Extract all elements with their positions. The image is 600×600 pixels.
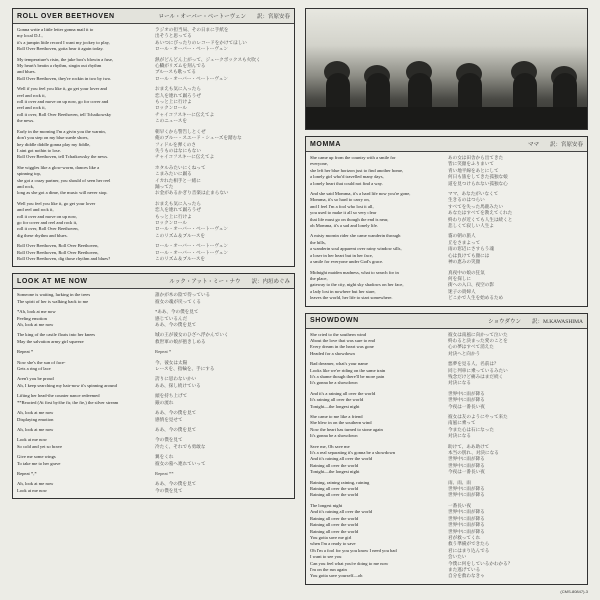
lyric-japanese: 皆に笑顔をふりまいて <box>448 161 494 167</box>
lyric-english: Ah, look at me now <box>17 426 54 432</box>
song-title: SHOWDOWN <box>310 317 359 325</box>
lyric-japanese: 彼女は友のようにやって来た <box>448 414 508 419</box>
lyric-english: Save me, Oh save me <box>310 443 350 449</box>
lyric-japanese: 心の夢はすべて消えた <box>448 344 494 350</box>
lyric-english: Give me some wings <box>17 454 56 460</box>
lyric-english: my local D.J., <box>17 33 43 39</box>
lyric-english: when I'm a ready to save <box>310 541 356 547</box>
lyric-english: and reel and rock it, <box>17 207 54 213</box>
lyric-english: Look at me now <box>17 437 47 443</box>
lyric-english: She cried to the southern wind <box>310 331 367 337</box>
lyric-japanese: もっと上に行けよ <box>155 99 192 105</box>
lyric-japanese: このリズム＆ブルースを <box>155 232 206 238</box>
lyric-japanese: 今僕に何をしているかわかる？ <box>448 560 513 566</box>
lyric-english: hey diddle diddle gonna play my fiddle, <box>17 141 91 147</box>
lyric-japanese: 青い地平線をあとにして <box>448 167 499 173</box>
lyric-japanese: 道を見つけられない孤独な心 <box>448 180 508 186</box>
lyric-japanese: 霧の朝の旅人 <box>448 233 476 239</box>
lyric-english: a lonely girl who'd travelled many days, <box>310 174 384 180</box>
lyric-japanese: 悪夢を見る人、名前は？ <box>448 361 499 367</box>
lyric-japanese: 世界中に雨が降る <box>448 515 485 521</box>
lyric-japanese: このニュースを <box>155 118 187 124</box>
lyric-english: It's gonna be a showdown <box>310 433 358 439</box>
lyric-japanese: 恋人を連れて踊ろうぜ <box>155 207 201 213</box>
lyric-english: And it's a raining all over the world <box>310 390 376 396</box>
lyric-english: the place, <box>310 275 328 281</box>
lyric-japanese: ロール・オーバー・ベートーヴェン <box>155 226 228 232</box>
lyric-english: Raining all over the world <box>310 522 359 528</box>
lyric-english: Raining all over the world <box>310 486 359 492</box>
lyric-japanese: 救う準備ができたら <box>448 541 490 547</box>
lyric-english: it's a jumpin little record I want my jockey to play, <box>17 39 110 45</box>
lyric-japanese: また逃げている <box>448 566 481 572</box>
lyric-japanese: もっと上に行けよ <box>155 213 192 219</box>
lyric-japanese: 今また心は石になった <box>448 426 494 432</box>
lyric-japanese: 世界中に雨が降る <box>448 509 485 515</box>
lyric-english: and blues. <box>17 69 36 75</box>
lyric-japanese: ロックンロール <box>155 219 187 225</box>
lyric-english: Now the heart has turned to stone again <box>310 426 383 432</box>
lyrics <box>310 155 583 302</box>
lyric-english: Look at me now <box>17 487 47 493</box>
lyric-english: It's gonna be a showdown <box>310 380 358 386</box>
lyric-english: go for cover and reel and rock it, <box>17 219 78 225</box>
lyric-english: It's a shame though there'll be more pain <box>310 373 385 379</box>
lyric-english: you used to make it all so very clear <box>310 210 377 216</box>
lyric-english: A misty mornin rider she came wanderin through <box>310 233 401 239</box>
lyric-japanese: おまえも気に入ったら <box>155 86 201 92</box>
song-roll-over-beethoven <box>12 8 295 267</box>
lyric-english: reel and rock it, <box>17 92 46 98</box>
lyric-japanese: 世界中に雨が降る <box>448 390 485 396</box>
section-header <box>306 137 587 152</box>
lyric-japanese: 世界中に雨が降る <box>448 462 485 468</box>
lyric-japanese: ロール・オーバー・ベートーヴェン <box>155 46 228 52</box>
lyric-japanese: 誇りに思わないかい <box>155 376 197 382</box>
lyric-english: Every dream in the heart was gone <box>310 344 374 350</box>
lyric-english: And it's raining all over the world <box>310 509 373 515</box>
lyric-japanese: どこかで人生を始めるため <box>448 295 504 301</box>
lyric-english: I aint got nothin to lose. <box>17 147 61 153</box>
lyric-english: gateway to the city, night sky shadows on her face, <box>310 282 404 288</box>
lyric-english: I'm on the run again <box>310 566 347 572</box>
lyric-japanese: このリズム＆ブルースを <box>155 256 206 261</box>
lyric-english: Raining all over the world <box>310 515 359 521</box>
song-title-jp: ルック・アット・ミー・ナウ 訳：内垣めぐみ <box>169 279 290 286</box>
lyric-japanese: 頭を持ち上げて <box>155 393 188 399</box>
song-title-jp: ロール・オーバー・ベートーヴェン 訳：宮原安春 <box>158 14 290 20</box>
lyric-japanese: 熱がどんどん上がって、ジュークボックスも火吹く <box>155 56 261 62</box>
lyric-english: Lifting her head-the counter nance redeemed <box>17 393 100 399</box>
lyric-english: roll it over and move on up now, <box>17 213 77 219</box>
lyric-japanese: 悲しくて寂しい人生よ <box>448 223 494 229</box>
lyric-japanese: 銀の流れ <box>155 399 174 405</box>
lyric-line <box>310 295 583 301</box>
lyric-japanese: 助けて、ああ助けて <box>448 443 490 449</box>
section-header <box>13 274 294 289</box>
lyric-japanese: 彼女は南風に向かって泣いた <box>448 331 508 337</box>
lyric-japanese: ロール・オーバー・ベートーヴェン <box>155 243 228 249</box>
lyric-english: Gonna write a little letter gonna mail it to <box>17 27 94 32</box>
lyric-english: a smile for everyone under God's grace. <box>310 259 384 265</box>
lyric-english: Headed for a showdown <box>310 350 355 356</box>
lyric-english: roll it over, Roll Over Beethoven, <box>17 226 79 232</box>
lyric-japanese: ラジオの担当局、その日まに手紙を <box>155 27 229 32</box>
lyric-english: reel and rock it, <box>17 105 46 111</box>
lyric-japanese: 誰かが木の陰で待っている <box>155 292 211 298</box>
lyric-japanese: 対決になる <box>448 433 471 439</box>
lyric-english: a wanderin soul apparent over rainy window sills, <box>310 246 402 252</box>
lyric-japanese: イカれた相手と一緒に <box>155 177 201 183</box>
lyric-english: Repeat * <box>17 349 34 355</box>
lyric-line <box>310 573 583 579</box>
lyric-english: and I feel I'm a fool who lost it all, <box>310 203 374 209</box>
lyric-japanese: 迷子の貴婦人 <box>448 288 476 294</box>
lyric-japanese: 彼女の墓へ連れていって <box>155 460 206 466</box>
lyric-english: She wiggles like a glow-worm, dances like a <box>17 164 100 170</box>
lyric-english: Roll Over Beethoven, dig those rhythm and blues? <box>17 256 111 261</box>
lyric-english: Now she's the sun of face- <box>17 359 66 365</box>
lyric-japanese: 残念だけど痛みはまだ続く <box>448 373 504 379</box>
lyric-japanese: 冷たく、それでも勇敢な <box>155 443 206 449</box>
lyric-english: It's a real separating it's gonna be a showdown <box>310 450 396 456</box>
lyric-english: And she said Momma, it's a hard life now you're gone, <box>310 191 411 197</box>
lyric-japanese: 失うものはなにもない <box>155 147 201 153</box>
lyric-japanese: ホタルみたいにくねって <box>155 164 206 170</box>
figure <box>326 73 350 111</box>
lyric-english: The longest night <box>310 502 343 508</box>
lyric-japanese: 雨の窓辺にさすらう魂 <box>448 246 494 252</box>
band-photo <box>305 8 588 130</box>
lyric-english: I want to see you <box>310 554 342 560</box>
lyric-english: Can you feel what you're doing to me now <box>310 560 389 566</box>
lyric-english: Someone is waiting, lurking in the trees <box>17 292 91 298</box>
lyric-japanese: 君にはまり込んでる <box>448 547 490 553</box>
lyric-japanese: 南風に乗って <box>448 420 476 426</box>
lyric-japanese: 今、彼女は太陽 <box>155 359 188 365</box>
lyric-english: May the salvation army girl squeeze <box>17 338 84 344</box>
lyric-english: long as she got a dime, the music will never stop. <box>17 190 108 196</box>
song-look-at-me-now <box>12 273 295 499</box>
lyric-english: she left her blue horizon just to find another home, <box>310 167 404 173</box>
lyric-english: It's raining all over the world <box>310 397 364 403</box>
lyric-japanese: 真夜中の娘の狂気 <box>448 269 485 275</box>
lyric-english: Early in the morning I'm a givin you the warnin, <box>17 128 106 134</box>
lyric-english: Repeat *,* <box>17 470 37 476</box>
lyric-japanese: 心は負けても顔には <box>448 252 490 258</box>
lyric-japanese: すべてを失った馬鹿みたい <box>448 203 504 209</box>
lyric-japanese: 感じているんだ <box>155 315 188 321</box>
lyrics <box>310 332 583 580</box>
lyric-japanese: 何日も旅をしてきた孤独な娘 <box>448 174 508 180</box>
lyric-english: Ah, look at me now <box>17 322 54 328</box>
lyric-english: My temperature's risin, the juke box's blowin a fuse, <box>17 56 114 62</box>
lyric-english: About the love that was sure to end <box>310 337 375 343</box>
lyric-english: a loser in her heart but in her face, <box>310 252 373 258</box>
lyric-english: Midnight maiden madness, what to search for in <box>310 269 399 275</box>
lyric-japanese: 翼をくれ <box>155 454 174 460</box>
song-title-jp: ショウダウン 訳：M.KAWASHIMA <box>488 318 583 325</box>
lyric-japanese: 今夜は一番長い夜 <box>448 469 485 475</box>
lyric-japanese: ロックンロール <box>155 105 187 111</box>
lyric-japanese: ああ、今の僕を見て <box>155 426 197 432</box>
lyric-english: Aren't you be proud <box>17 376 54 382</box>
lyric-japanese: 生きるのはつらい <box>448 197 485 203</box>
lyric-japanese: 一番長い夜 <box>448 502 471 508</box>
lyric-line <box>17 488 290 494</box>
lyrics <box>17 292 290 494</box>
lyric-line <box>17 256 290 262</box>
lyric-english: and rock, <box>17 183 35 189</box>
lyric-japanese: あの女は田舎から出てきた <box>448 155 504 160</box>
figure <box>366 73 390 111</box>
lyric-japanese: ああ、今の僕を見て <box>155 481 197 487</box>
lyric-japanese: 朝早くから警告しとくぜ <box>155 128 206 134</box>
lyric-japanese: 街への入口、夜空の影 <box>448 282 494 288</box>
lyric-english: roll it over and move on up now, go for cover and <box>17 99 109 105</box>
lyric-english: My heart's beatin a rhythm, singin out rhythm <box>17 63 102 69</box>
lyric-english: The spirit of her is walking back to me <box>17 298 89 304</box>
lyric-english: leaves the world, her life to start somewhere. <box>310 295 393 301</box>
lyric-japanese: 今の僕を見て <box>155 487 183 493</box>
lyrics <box>17 27 290 262</box>
figure <box>408 73 432 111</box>
lyric-japanese: 終わると決まった愛のことを <box>448 337 508 343</box>
lyric-english: Raining all over the world <box>310 492 359 498</box>
lyric-english: a lady lost in nowhere but her stare, <box>310 288 376 294</box>
lyric-japanese: 世界中に雨が降る <box>448 528 485 534</box>
lyric-english: Roll Over Beethoven, they're rockin in two by two. <box>17 75 112 81</box>
lyric-japanese: お金があるかぎり音楽は止まらない <box>155 190 229 196</box>
lyric-japanese: 神の恵みの笑顔 <box>448 259 481 265</box>
lyric-english: You gotta save me girl <box>310 534 352 540</box>
lyric-english: To take me to her grave <box>17 460 61 466</box>
lyric-english: So cold and yet so brave <box>17 443 63 449</box>
lyric-japanese: 世界中に雨が降る <box>448 522 485 528</box>
lyric-japanese: 何を探しに <box>448 275 471 281</box>
right-column <box>305 8 588 591</box>
lyric-japanese: レースを、指輪を、手にする <box>155 366 215 372</box>
lyric-japanese: 君が救ってくれ <box>448 534 481 540</box>
lyric-japanese: ああ、今の僕を見て <box>155 410 197 416</box>
lyric-japanese: フィドルを弾くのさ <box>155 141 196 147</box>
lyric-english: don't you step on my blue suede shoes, <box>17 135 89 141</box>
lyric-english: **Reacted (At first by/the fir, the fie,) the silver stream <box>17 399 119 405</box>
lyric-english: the news. <box>17 118 35 124</box>
lyric-japanese: Repeat ** <box>155 470 174 476</box>
lyric-japanese: 会いたい <box>448 554 467 560</box>
lyric-english: Bad dreamer, what's your name <box>310 361 368 367</box>
lyric-english: Ah, look at me now <box>17 410 54 416</box>
lyric-japanese: 彼女の魂が戻ってくる <box>155 298 201 304</box>
lyric-english: Tonight—the longest night <box>310 469 360 475</box>
song-title: MOMMA <box>310 140 341 148</box>
lyric-japanese: ああ、今の僕を見て <box>155 322 197 328</box>
catalog-number: (CMS-80847)-3 <box>560 589 588 594</box>
lyric-english: dig these rhythm and blues. <box>17 232 68 238</box>
lyric-english: The king of the castle floats into her knees <box>17 332 96 338</box>
lyric-japanese: ロール・オーバー・ベートーヴェン <box>155 249 228 255</box>
song-showdown <box>305 313 588 585</box>
lyric-japanese: 出そうと思ってる <box>155 33 192 39</box>
lyric-english: Roll Over Beethoven, Roll Over Beethoven, <box>17 243 99 249</box>
lyric-english: Oh I'm a fool for you you know I need you bad <box>310 547 397 553</box>
lyric-english: *Ah, look at me now <box>17 309 56 315</box>
lyric-english: Ah, I keep searching my hair-now it's spinning around <box>17 382 117 388</box>
lyric-japanese: 世界中に雨が降る <box>448 492 485 498</box>
lyric-english: Roll Over Beethoven, Roll Over Beethoven, <box>17 249 99 255</box>
lyric-japanese: 今の僕を見て <box>155 437 183 443</box>
lyric-english: Raining all over the world <box>310 528 359 534</box>
lyric-english: Gets a ring of lace <box>17 366 51 372</box>
figure <box>513 73 537 111</box>
left-column <box>12 8 295 505</box>
lyric-english: that life must go on though the end is near, <box>310 216 389 222</box>
section-header <box>13 9 294 24</box>
lyric-japanese: 対決になる <box>448 380 471 386</box>
lyric-japanese: 恋人を連れて踊ろうぜ <box>155 92 201 98</box>
lyric-japanese: こまみたいに踊る <box>155 171 192 177</box>
lyric-japanese: 雨、雨、雨 <box>448 479 471 485</box>
lyric-japanese: ロール・オーバー・ベートーヴェン <box>155 75 228 81</box>
lyric-english: the hills, <box>310 239 326 245</box>
lyric-english: Feeling emotion <box>17 315 47 321</box>
lyric-japanese: チャイコフスキーに伝えてよ <box>155 154 215 160</box>
song-title-jp: ママ 訳：宮原安春 <box>527 142 583 148</box>
lyric-japanese: Repeat * <box>155 349 172 355</box>
lyric-japanese: 今夜は一番長い夜 <box>448 403 485 409</box>
lyric-japanese: 心臓がリズムを刻んでる <box>155 63 206 69</box>
lyric-english: spinning top, <box>17 171 41 177</box>
lyric-japanese: ああ、探し続けている <box>155 382 201 388</box>
lyric-japanese: あいつにぴったりのレコードをかけてほしい <box>155 39 247 45</box>
lyric-english: Roll Over Beethoven, tell Tchaikowsky the news. <box>17 154 109 160</box>
lyric-japanese: 感情を見せて <box>155 416 183 422</box>
lyric-japanese: あなたはすべてを教えてくれた <box>448 210 513 216</box>
lyric-english: Looks like we're riding on the same train <box>310 367 386 373</box>
lyric-english: Tonight—the longest night <box>310 403 360 409</box>
lyric-english: Displaying emotion <box>17 416 54 422</box>
figure <box>553 73 577 111</box>
lyric-japanese: 世界中に雨が降る <box>448 397 485 403</box>
figure <box>458 73 482 111</box>
song-title: LOOK AT ME NOW <box>17 277 88 285</box>
lyric-english: Well you feel you like it, go get your lover <box>17 200 96 206</box>
lyric-japanese: 救世軍の娘が抱きしめる <box>155 338 206 344</box>
lyric-japanese: 踊ってた <box>155 183 174 189</box>
lyric-japanese: おまえも気に入ったら <box>155 200 201 206</box>
lyric-japanese: チャイコフスキーに伝えてよ <box>155 111 215 117</box>
song-momma <box>305 136 588 307</box>
lyric-english: Momma, it's so hard to carry on, <box>310 197 370 203</box>
lyric-english: Ah, look at me now <box>17 481 54 487</box>
lyric-japanese: 城の王が彼女のひざへ浮かんでいく <box>155 332 229 338</box>
lyric-english: everyone, <box>310 161 328 167</box>
lyric-japanese: 丘をさまよって <box>448 239 481 245</box>
lyric-japanese: 対決へと向かう <box>448 350 481 356</box>
lyric-japanese: 自分を救わなきゃ <box>448 573 485 579</box>
lyric-english: She came to me like a friend <box>310 414 363 419</box>
lyric-english: Raining all over the world <box>310 462 359 468</box>
lyric-japanese: 同じ列車に乗っているみたい <box>448 367 508 373</box>
lyric-japanese: *ああ、今の僕を見て <box>155 309 199 315</box>
lyric-japanese: 世界中に雨が降る <box>448 486 485 492</box>
lyric-japanese: 本当の別れ、対決になる <box>448 450 499 456</box>
photo-ground <box>306 107 587 129</box>
lyric-japanese: 世界中に雨が降る <box>448 456 485 462</box>
lyric-english: She came up from the country with a smile for <box>310 155 396 160</box>
lyric-japanese: 俺のブルー・スエード・シューズを踏むな <box>155 135 242 141</box>
lyric-english: roll it over, Roll Over Beethoven, tell Tchaikowsky <box>17 111 112 117</box>
lyric-english: And it's raining all over the world <box>310 456 373 462</box>
lyric-japanese: ブルースも歌ってる <box>155 69 196 75</box>
lyric-english: a lonely heart that could not find a way. <box>310 180 383 186</box>
lyric-japanese: 終わりが近くても人生は続くと <box>448 216 513 222</box>
lyric-english: Raining, raining raining, raining <box>310 479 370 485</box>
lyric-english: She blew in on the southern wind <box>310 420 372 426</box>
lyric-english: Roll Over Beethoven, gotta hear it again today. <box>17 46 104 52</box>
lyric-english: she got a crazy partner, you should of seen her reel <box>17 177 111 183</box>
lyric-english: Well if you feel you like it, go get your lover and <box>17 86 107 92</box>
lyric-english: oh Momma, it's a sad and lonely life. <box>310 223 379 229</box>
lyric-english: You gotta save yourself—oh <box>310 573 363 579</box>
lyric-japanese: ママ、あなたがいなくて <box>448 191 499 197</box>
section-header <box>306 314 587 329</box>
song-title: ROLL OVER BEETHOVEN <box>17 12 115 20</box>
